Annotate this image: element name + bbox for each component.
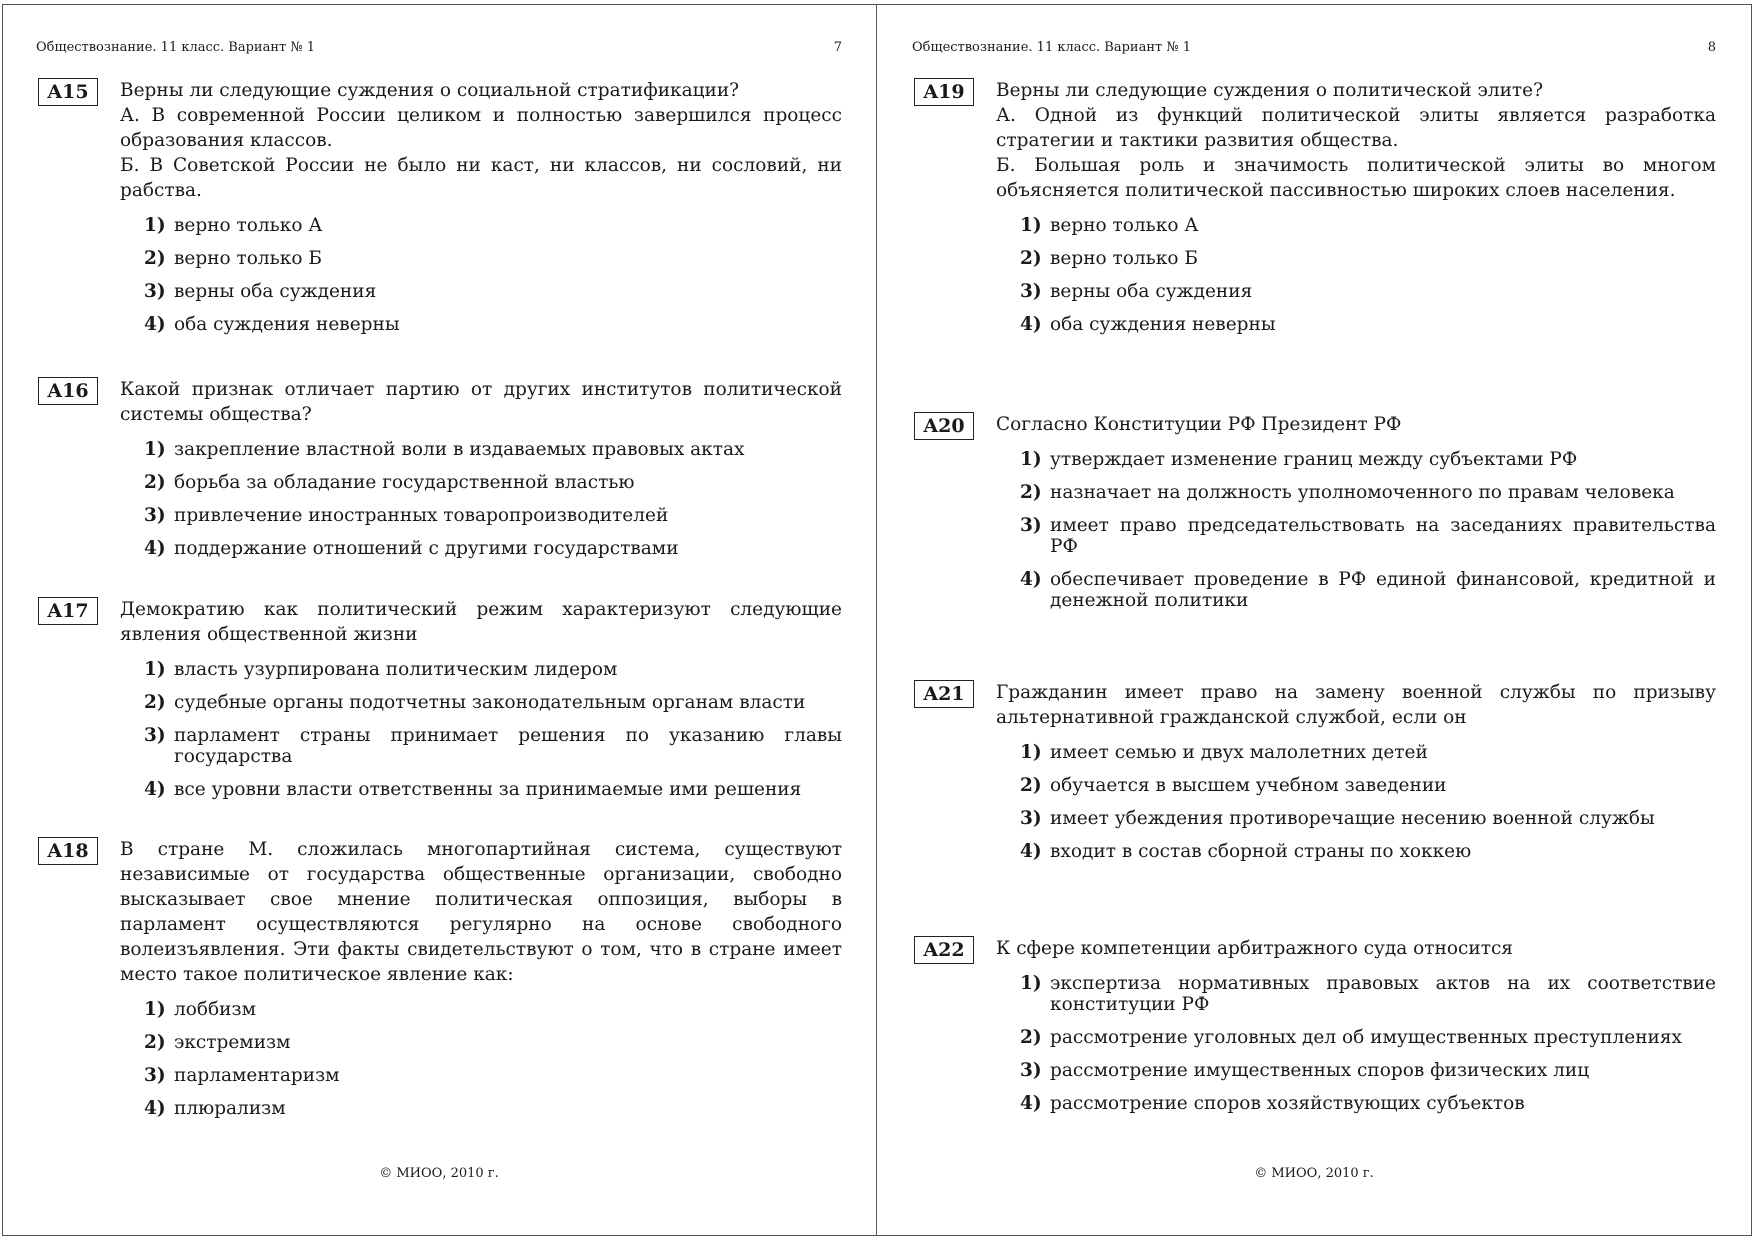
option-text: имеет семью и двух малолетних детей [1050, 742, 1428, 763]
option-number: 1) [1020, 215, 1042, 236]
stem-paragraph: К сфере компетенции арбитражного суда относится [996, 938, 1513, 959]
option-text: экспертиза нормативных правовых актов на их соответствие конституции РФ [1050, 973, 1716, 1015]
task-stem [996, 680, 1716, 730]
stem-paragraph: В стране М. сложилась многопартийная система, существуют независимые от государства общественные организации, свободно высказывает свое мнение политическая оппозиция, выборы в парламент осуществляются регулярно на основе свободного волеизъявления. Эти факты свидетельствуют о том, что в стране имеет место такое политическое явление как: [120, 839, 842, 985]
option-number: 2) [144, 692, 166, 713]
option-number: 3) [144, 281, 166, 302]
option-text: привлечение иностранных товаропроизводителей [174, 505, 669, 526]
option-text: верно только Б [174, 248, 322, 269]
stem-paragraph: Б. Большая роль и значимость политической элиты во многом объясняется политической пассивностью широких слоев населения. [996, 155, 1716, 201]
answer-option [144, 1098, 842, 1119]
answer-option [1020, 808, 1716, 829]
stem-paragraph: Какой признак отличает партию от других институтов политической системы общества? [120, 379, 842, 425]
stem-paragraph: Верны ли следующие суждения о социальной стратификации? [120, 80, 740, 101]
option-number: 1) [144, 439, 166, 460]
option-number: 3) [144, 725, 166, 746]
option-text: верно только Б [1050, 248, 1198, 269]
option-text: парламентаризм [174, 1065, 340, 1086]
option-text: имеет убеждения противоречащие несению военной службы [1050, 808, 1655, 829]
answer-options [1020, 215, 1716, 335]
option-text: верно только А [1050, 215, 1199, 236]
stem-paragraph: А. Одной из функций политической элиты является разработка стратегии и тактики развития общества. [996, 105, 1716, 151]
option-text: верны оба суждения [1050, 281, 1253, 302]
option-number: 4) [1020, 841, 1042, 862]
option-text: лоббизм [174, 999, 256, 1020]
option-number: 3) [144, 505, 166, 526]
option-text: экстремизм [174, 1032, 291, 1053]
running-head-title: Обществознание. 11 класс. Вариант № 1 [36, 40, 316, 55]
option-text: рассмотрение уголовных дел об имущественных преступлениях [1050, 1027, 1682, 1048]
answer-options [1020, 449, 1716, 611]
option-text: верны оба суждения [174, 281, 377, 302]
task-block [36, 837, 842, 1119]
page-number: 7 [833, 40, 842, 55]
option-number: 1) [1020, 973, 1042, 994]
answer-option [1020, 569, 1716, 611]
task-stem [120, 597, 842, 647]
option-number: 2) [1020, 482, 1042, 503]
stem-paragraph: Гражданин имеет право на замену военной службы по призыву альтернативной гражданской службой, если он [996, 682, 1716, 728]
option-number: 2) [144, 472, 166, 493]
running-head-title: Обществознание. 11 класс. Вариант № 1 [912, 40, 1192, 55]
option-text: обучается в высшем учебном заведении [1050, 775, 1447, 796]
task-block [36, 78, 842, 335]
answer-options [144, 439, 842, 559]
task-label: A19 [914, 78, 974, 106]
option-number: 4) [1020, 569, 1042, 590]
option-number: 4) [144, 314, 166, 335]
left-page [36, 0, 842, 1239]
option-text: судебные органы подотчетны законодательным органам власти [174, 692, 806, 713]
answer-option [1020, 1027, 1716, 1048]
option-text: плюрализм [174, 1098, 286, 1119]
option-text: входит в состав сборной страны по хоккею [1050, 841, 1472, 862]
option-number: 3) [1020, 1060, 1042, 1081]
option-number: 2) [1020, 248, 1042, 269]
answer-options [1020, 742, 1716, 862]
answer-option [1020, 482, 1716, 503]
answer-option [144, 281, 842, 302]
option-number: 4) [1020, 1093, 1042, 1114]
option-text: назначает на должность уполномоченного по правам человека [1050, 482, 1675, 503]
task-label: A20 [914, 412, 974, 440]
answer-option [144, 472, 842, 493]
task-stem [996, 936, 1716, 961]
task-block [912, 412, 1716, 611]
option-text: оба суждения неверны [1050, 314, 1276, 335]
option-text: поддержание отношений с другими государствами [174, 538, 679, 559]
running-head [912, 40, 1716, 55]
stem-paragraph: Б. В Советской России не было ни каст, ни классов, ни сословий, ни рабства. [120, 155, 842, 201]
answer-option [1020, 1093, 1716, 1114]
task-stem [120, 377, 842, 427]
stem-paragraph: А. В современной России целиком и полностью завершился процесс образования классов. [120, 105, 842, 151]
answer-option [1020, 1060, 1716, 1081]
answer-option [1020, 742, 1716, 763]
answer-option [144, 659, 842, 680]
task-block [36, 377, 842, 559]
answer-option [144, 999, 842, 1020]
option-number: 2) [1020, 775, 1042, 796]
task-block [36, 597, 842, 800]
footer-copyright: © МИОО, 2010 г. [1254, 1166, 1374, 1181]
answer-option [144, 538, 842, 559]
stem-paragraph: Верны ли следующие суждения о политической элите? [996, 80, 1544, 101]
task-label: A22 [914, 936, 974, 964]
answer-options [144, 659, 842, 800]
option-number: 2) [144, 248, 166, 269]
answer-option [144, 439, 842, 460]
task-stem [120, 78, 842, 203]
running-head [36, 40, 842, 55]
option-number: 4) [144, 538, 166, 559]
task-label: A15 [38, 78, 98, 106]
answer-option [1020, 314, 1716, 335]
answer-option [144, 779, 842, 800]
option-text: рассмотрение споров хозяйствующих субъектов [1050, 1093, 1525, 1114]
option-number: 4) [144, 1098, 166, 1119]
answer-option [144, 1065, 842, 1086]
stem-paragraph: Согласно Конституции РФ Президент РФ [996, 414, 1402, 435]
option-text: рассмотрение имущественных споров физических лиц [1050, 1060, 1590, 1081]
task-block [912, 936, 1716, 1114]
option-text: верно только А [174, 215, 323, 236]
answer-option [1020, 515, 1716, 557]
option-text: имеет право председательствовать на заседаниях правительства РФ [1050, 515, 1716, 557]
task-label: A18 [38, 837, 98, 865]
answer-option [144, 505, 842, 526]
page-gutter-divider [876, 4, 877, 1236]
answer-option [1020, 973, 1716, 1015]
option-number: 3) [144, 1065, 166, 1086]
option-number: 3) [1020, 808, 1042, 829]
answer-option [1020, 215, 1716, 236]
answer-option [144, 215, 842, 236]
task-stem [996, 78, 1716, 203]
option-text: оба суждения неверны [174, 314, 400, 335]
option-text: обеспечивает проведение в РФ единой финансовой, кредитной и денежной политики [1050, 569, 1716, 611]
page-number: 8 [1707, 40, 1716, 55]
option-text: борьба за обладание государственной властью [174, 472, 635, 493]
task-block [912, 78, 1716, 335]
answer-option [144, 725, 842, 767]
task-block [912, 680, 1716, 862]
option-number: 1) [1020, 449, 1042, 470]
answer-option [144, 692, 842, 713]
answer-option [1020, 775, 1716, 796]
option-text: парламент страны принимает решения по указанию главы государства [174, 725, 842, 767]
option-number: 1) [1020, 742, 1042, 763]
task-label: A21 [914, 680, 974, 708]
option-number: 2) [144, 1032, 166, 1053]
answer-options [144, 215, 842, 335]
option-number: 4) [1020, 314, 1042, 335]
answer-option [1020, 281, 1716, 302]
option-number: 3) [1020, 281, 1042, 302]
answer-options [1020, 973, 1716, 1114]
task-label: A17 [38, 597, 98, 625]
answer-option [1020, 248, 1716, 269]
option-text: власть узурпирована политическим лидером [174, 659, 618, 680]
option-number: 1) [144, 659, 166, 680]
task-stem [996, 412, 1716, 437]
answer-options [144, 999, 842, 1119]
option-number: 4) [144, 779, 166, 800]
option-number: 3) [1020, 515, 1042, 536]
option-text: утверждает изменение границ между субъектами РФ [1050, 449, 1578, 470]
answer-option [144, 314, 842, 335]
answer-option [144, 1032, 842, 1053]
stem-paragraph: Демократию как политический режим характеризуют следующие явления общественной жизни [120, 599, 842, 645]
answer-option [1020, 841, 1716, 862]
answer-option [1020, 449, 1716, 470]
option-text: все уровни власти ответственны за принимаемые ими решения [174, 779, 802, 800]
footer-copyright: © МИОО, 2010 г. [379, 1166, 499, 1181]
right-page [912, 0, 1716, 1239]
option-number: 2) [1020, 1027, 1042, 1048]
answer-option [144, 248, 842, 269]
option-text: закрепление властной воли в издаваемых правовых актах [174, 439, 745, 460]
task-stem [120, 837, 842, 987]
option-number: 1) [144, 999, 166, 1020]
task-label: A16 [38, 377, 98, 405]
option-number: 1) [144, 215, 166, 236]
